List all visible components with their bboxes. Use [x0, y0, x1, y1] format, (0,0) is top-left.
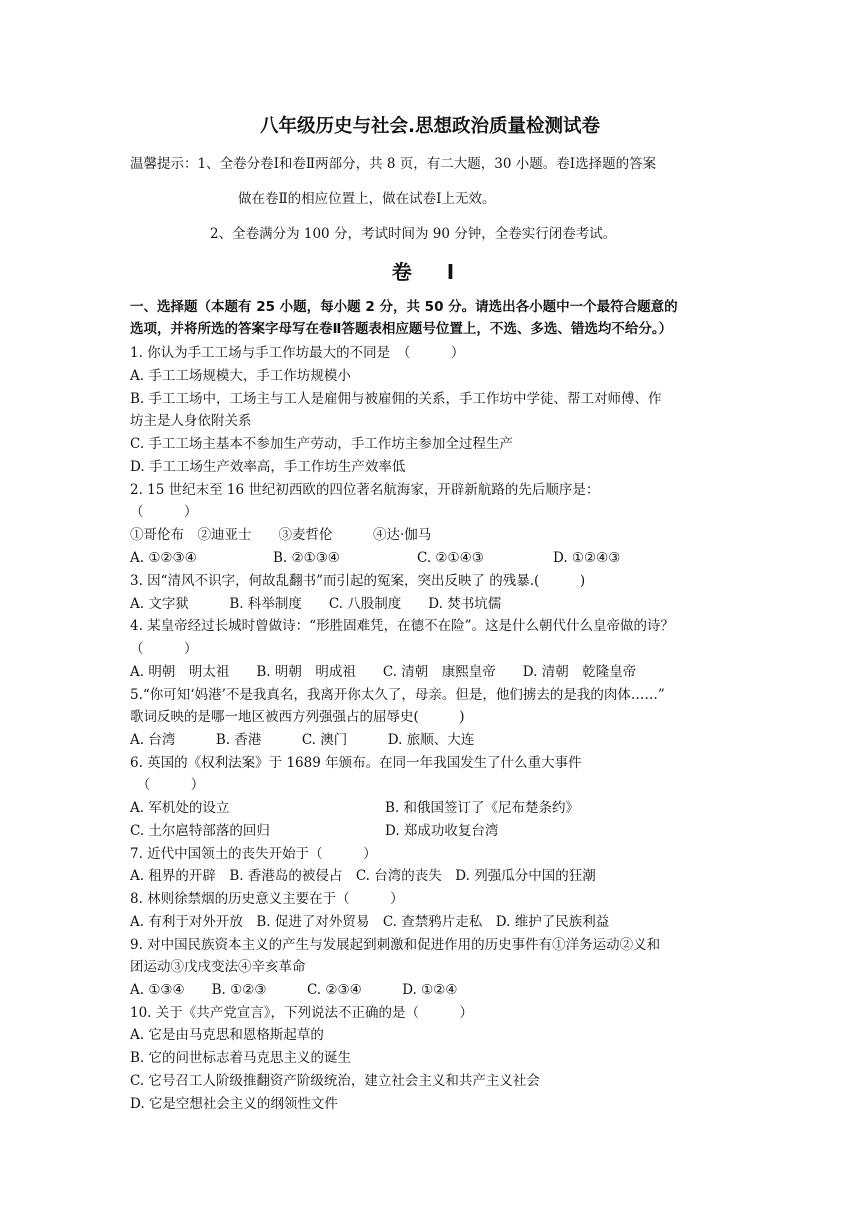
tips-line-1: 温馨提示：1、全卷分卷Ⅰ和卷Ⅱ两部分，共 8 页，有二大题，30 小题。卷Ⅰ选择题的答案	[130, 156, 657, 172]
question-10-option-c: C. 它号召工人阶级推翻资产阶级统治，建立社会主义和共产主义社会	[130, 1073, 540, 1089]
question-1-option-a: A. 手工工场规模大，手工作坊规模小	[130, 368, 351, 384]
question-1-stem: 1. 你认为手工工场与手工作坊最大的不同是 （ ）	[130, 345, 465, 361]
question-1-option-b: B. 手工工场中，工场主与工人是雇佣与被雇佣的关系，手工作坊中学徒、帮工对师傅、作	[130, 391, 662, 407]
question-7-options: A. 租界的开辟 B. 香港岛的被侵占 C. 台湾的丧失 D. 列强瓜分中国的狂潮	[130, 868, 596, 884]
question-5-stem-cont: 歌词反映的是哪一地区被西方列强强占的屈辱史( )	[130, 709, 465, 725]
question-1-option-c: C. 手工工场主基本不参加生产劳动，手工作坊主参加全过程生产	[130, 436, 513, 452]
question-5-options: A. 台湾 B. 香港 C. 澳门 D. 旅顺、大连	[130, 732, 475, 748]
question-8-options: A. 有利于对外开放 B. 促进了对外贸易 C. 查禁鸦片走私 D. 维护了民族利益	[130, 914, 610, 930]
question-6-options-row-2	[130, 821, 730, 841]
question-2-option-b: B. ②①③④	[273, 550, 340, 566]
question-6-option-b: B. 和俄国签订了《尼布楚条约》	[385, 800, 580, 816]
question-1-option-b-cont: 坊主是人身依附关系	[130, 413, 252, 429]
question-1-option-d: D. 手工工场生产效率高，手工作坊生产效率低	[130, 459, 406, 475]
tips-line-3: 2、全卷满分为 100 分，考试时间为 90 分钟，全卷实行闭卷考试。	[210, 226, 617, 242]
question-2-stem-cont: （ ）	[130, 504, 198, 520]
exam-title: 八年级历史与社会.思想政治质量检测试卷	[259, 116, 601, 137]
question-2-option-a: A. ①②③④	[130, 550, 197, 566]
question-4-options: A. 明朝 明太祖 B. 明朝 明成祖 C. 清朝 康熙皇帝 D. 清朝 乾隆皇帝	[130, 664, 637, 680]
question-10-option-a: A. 它是由马克思和恩格斯起草的	[130, 1027, 324, 1043]
question-5-stem: 5.“你可知‘妈港’不是我真名，我离开你太久了，母亲。但是，他们掳去的是我的肉体……”	[130, 687, 665, 703]
question-7-stem: 7. 近代中国领土的丧失开始于（ ）	[130, 846, 377, 862]
question-6-option-c: C. 土尔扈特部落的回归	[130, 823, 270, 839]
section-instruction-1: 一、选择题（本题有 25 小题，每小题 2 分，共 50 分。请选出各小题中一个最符合题意的	[130, 299, 678, 315]
question-2-options	[130, 548, 730, 568]
question-6-stem: 6. 英国的《权利法案》于 1689 年颁布。在同一年我国发生了什么重大事件	[130, 755, 582, 771]
question-6-stem-cont: （ ）	[130, 777, 205, 793]
question-9-options: A. ①③④ B. ①②③ C. ②③④ D. ①②④	[130, 982, 458, 998]
question-3-options: A. 文字狱 B. 科举制度 C. 八股制度 D. 焚书坑儒	[130, 596, 502, 612]
question-8-stem: 8. 林则徐禁烟的历史意义主要在于（ ）	[130, 891, 404, 907]
question-6-option-d: D. 郑成功收复台湾	[385, 823, 499, 839]
section-instruction-2: 选项，并将所选的答案字母写在卷Ⅱ答题表相应题号位置上，不选、多选、错选均不给分。）	[130, 321, 673, 337]
question-10-option-d: D. 它是空想社会主义的纲领性文件	[130, 1096, 338, 1112]
question-9-stem: 9. 对中国民族资本主义的产生与发展起到刺激和促进作用的历史事件有①洋务运动②义和	[130, 937, 661, 953]
tips-line-2: 做在卷Ⅱ的相应位置上，做在试卷Ⅰ上无效。	[238, 191, 496, 207]
question-3-stem: 3. 因“清风不识字，何故乱翻书”而引起的冤案，突出反映了 的残暴.( )	[130, 573, 586, 589]
question-4-stem: 4. 某皇帝经过长城时曾做诗：“形胜固难凭，在德不在险”。这是什么朝代什么皇帝做的诗？	[130, 618, 674, 634]
question-6-options-row-1	[130, 798, 730, 818]
question-2-option-d: D. ①②④③	[553, 550, 621, 566]
question-2-items: ①哥伦布 ②迪亚士 ③麦哲伦 ④达·伽马	[130, 527, 432, 543]
volume-heading: 卷 Ⅰ	[391, 260, 469, 284]
question-9-stem-cont: 团运动③戊戌变法④辛亥革命	[130, 959, 306, 975]
question-10-option-b: B. 它的问世标志着马克思主义的诞生	[130, 1050, 352, 1066]
question-4-stem-cont: （ ）	[130, 641, 198, 657]
question-6-option-a: A. 军机处的设立	[130, 800, 230, 816]
question-2-stem: 2. 15 世纪末至 16 世纪初西欧的四位著名航海家，开辟新航路的先后顺序是：	[130, 482, 600, 498]
question-2-option-c: C. ②①④③	[417, 550, 484, 566]
question-10-stem: 10. 关于《共产党宣言》，下列说法不正确的是（ ）	[130, 1005, 474, 1021]
